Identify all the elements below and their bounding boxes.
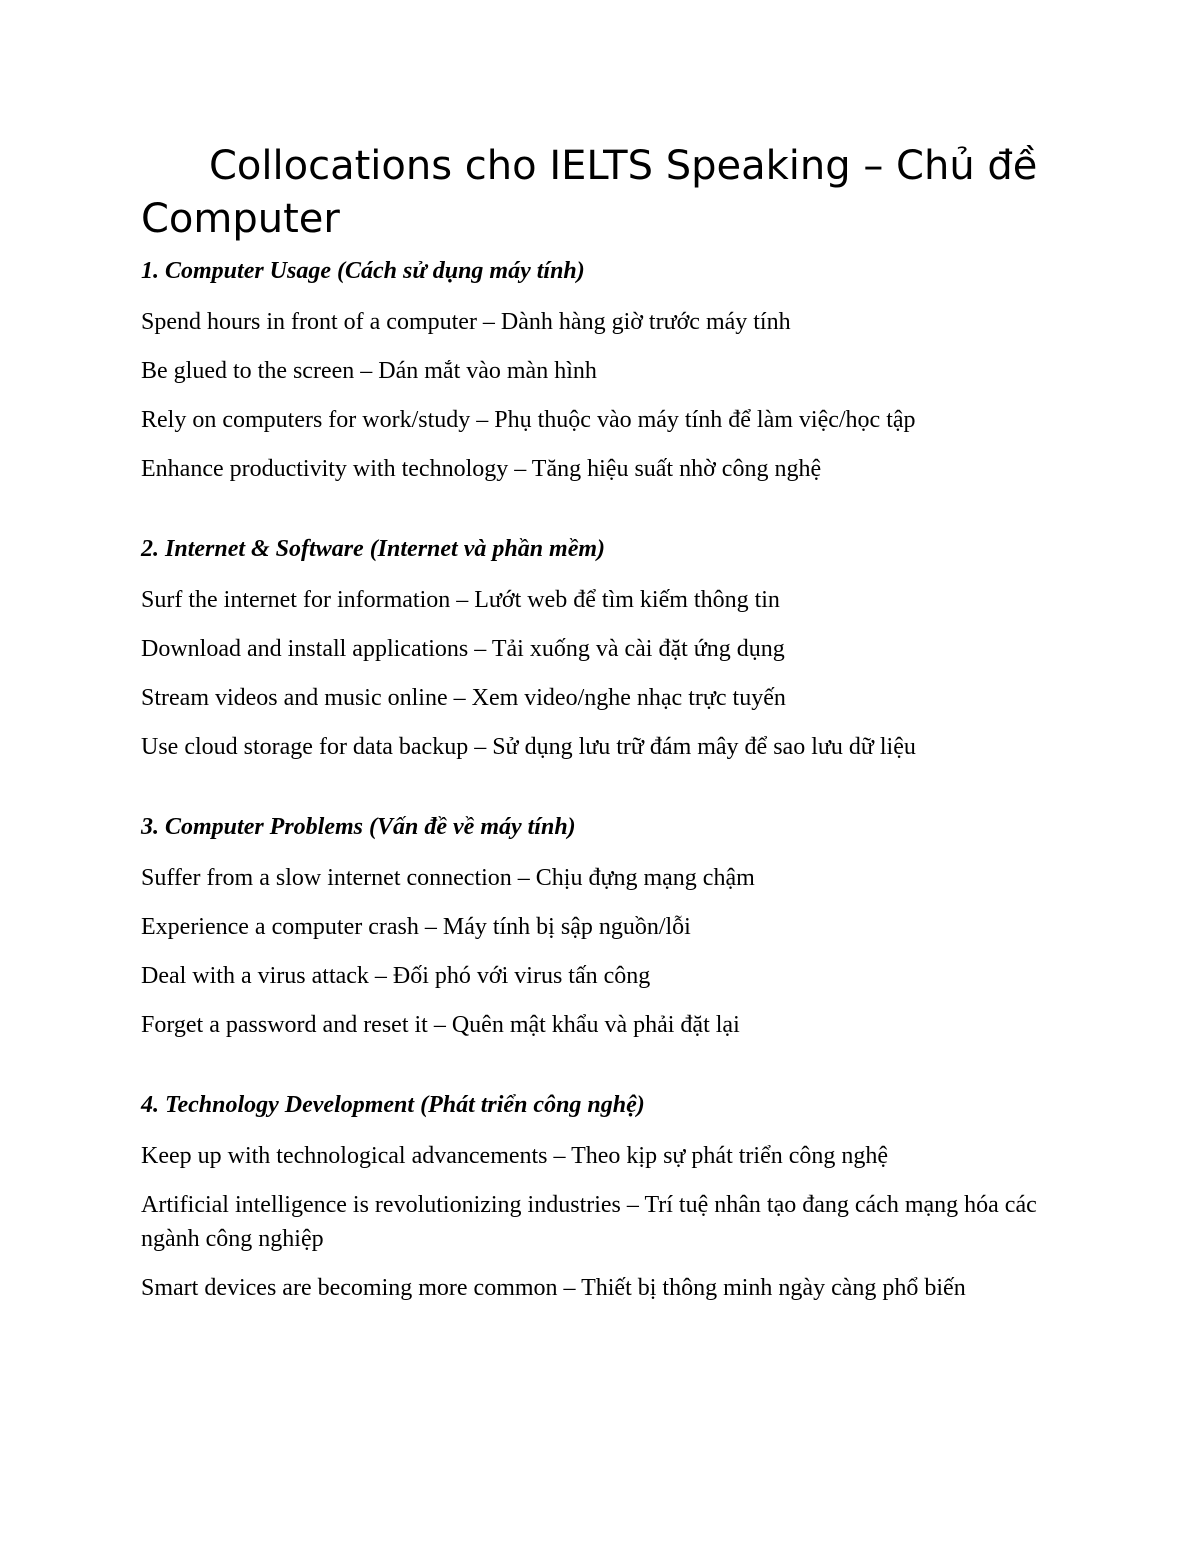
collocation-item: Forget a password and reset it – Quên mật khẩu và phải đặt lại [141,1012,740,1038]
collocation-item: Keep up with technological advancements – Theo kịp sự phát triển công nghệ [141,1143,889,1169]
collocation-item: Artificial intelligence is revolutionizing industries – Trí tuệ nhân tạo đang cách mạng hóa các ngành công nghiệp [141,1192,1037,1252]
section-computer-problems [141,812,1061,1042]
collocation-item: Stream videos and music online – Xem video/nghe nhạc trực tuyến [141,685,786,711]
section-technology-development [141,1090,1061,1305]
collocation-item: Be glued to the screen – Dán mắt vào màn hình [141,358,597,384]
collocation-item: Experience a computer crash – Máy tính bị sập nguồn/lỗi [141,914,691,940]
collocation-item: Smart devices are becoming more common – Thiết bị thông minh ngày càng phổ biến [141,1275,966,1301]
collocation-item: Suffer from a slow internet connection – Chịu đựng mạng chậm [141,865,755,891]
collocation-item: Surf the internet for information – Lướt web để tìm kiếm thông tin [141,587,780,613]
document-page [141,140,1061,1320]
section-heading: 4. Technology Development (Phát triển công nghệ) [141,1092,645,1118]
collocation-item: Deal with a virus attack – Đối phó với virus tấn công [141,963,651,989]
collocation-item: Spend hours in front of a computer – Dành hàng giờ trước máy tính [141,309,791,335]
section-internet-software [141,534,1061,764]
collocation-item: Download and install applications – Tải xuống và cài đặt ứng dụng [141,636,785,662]
document-title: Collocations cho IELTS Speaking – Chủ đề Computer [141,143,1038,242]
section-heading: 3. Computer Problems (Vấn đề về máy tính) [141,814,576,840]
collocation-item: Enhance productivity with technology – Tăng hiệu suất nhờ công nghệ [141,456,822,482]
section-heading: 1. Computer Usage (Cách sử dụng máy tính) [141,258,585,284]
section-computer-usage [141,256,1061,486]
collocation-item: Use cloud storage for data backup – Sử dụng lưu trữ đám mây để sao lưu dữ liệu [141,734,916,760]
collocation-item: Rely on computers for work/study – Phụ thuộc vào máy tính để làm việc/học tập [141,407,916,433]
section-heading: 2. Internet & Software (Internet và phần mềm) [141,536,606,562]
